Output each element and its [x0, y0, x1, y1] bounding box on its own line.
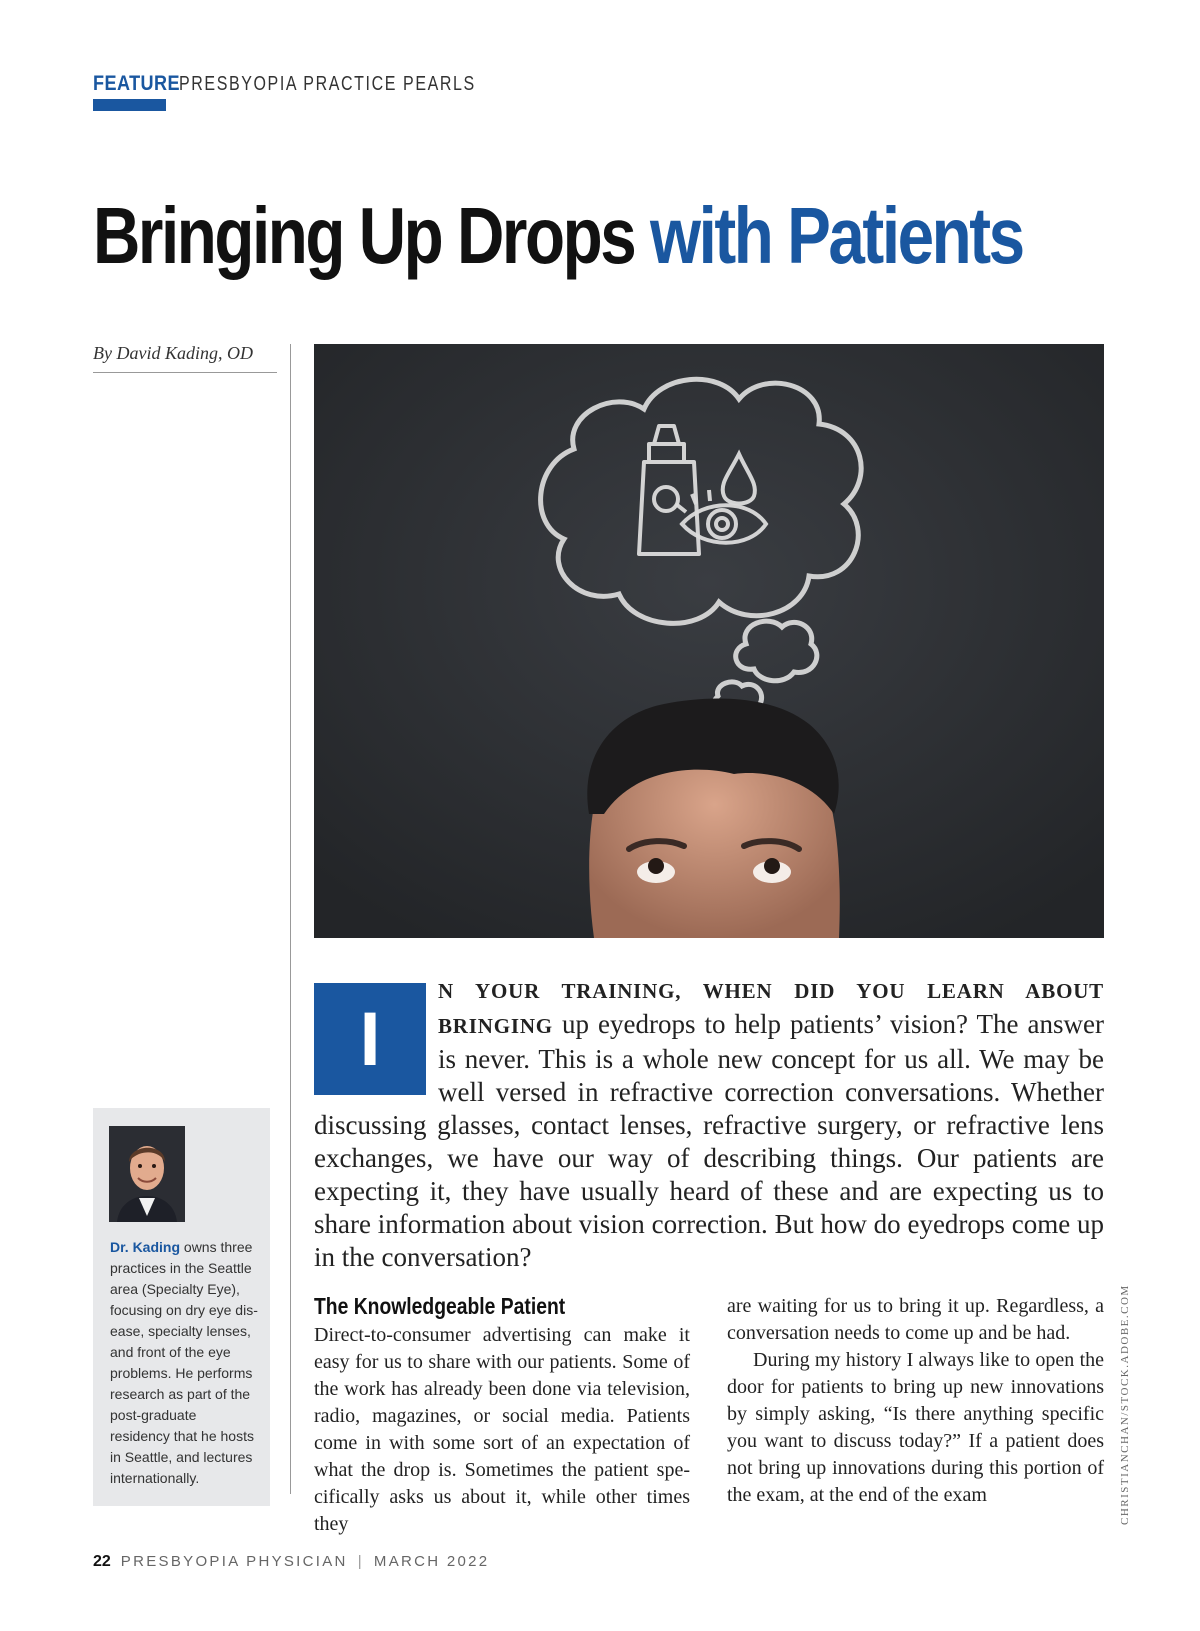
section-label: PRESBYOPIA PRACTICE PEARLS [179, 73, 476, 95]
drop-cap-spacer [314, 973, 438, 1093]
column-divider [290, 344, 291, 1494]
lede-text: up eyedrops to help patients’ vision? The answer is never. This is a whole new concept for us all. We may be well versed in refractive correction conversations. Whether discussing glasses, contact lenses, refractive surgery, or refractive lens exchanges, we have our way of describing things. Our patients are expecting it, they have usually heard of these and are expecting us to share information about vision correction. But how do eyedrops come up in the conversation? [314, 1009, 1104, 1272]
feature-label: FEATURE [93, 72, 180, 95]
body-paragraph: During my history I always like to open the door for patients to bring up new innovations by simply asking, “Is there anything specific you want to discuss today?” If a patient does not bring up innovations during this portion of the exam, at the end of the exam [727, 1349, 1104, 1506]
avatar [109, 1126, 185, 1222]
page-footer [93, 1553, 489, 1571]
man-head [587, 699, 839, 938]
photo-credit-text: CHRISTIANCHAN/STOCK.ADOBE.COM [1119, 1284, 1131, 1525]
page-number: 22 [93, 1553, 111, 1570]
title-part-1: Bringing Up Drops [93, 191, 635, 280]
issue-date: MARCH 2022 [373, 1553, 490, 1570]
footer-separator: | [357, 1553, 364, 1570]
title-part-2: with Patients [650, 191, 1023, 280]
lede-lead-in: N YOUR TRAINING, WHEN DID YOU LEARN ABOUT BRINGING [438, 979, 1104, 1038]
body-paragraph: are waiting for us to bring it up. Regardless, a conversation needs to come up and be had. [727, 1295, 1104, 1344]
bio-text [110, 1237, 260, 1489]
drop-cap: I [314, 983, 426, 1095]
author-bio-box [93, 1108, 270, 1506]
bio-description: owns three practices in the Seattle area (Specialty Eye), focusing on dry eye disease, specialty lenses, and front of the eye problems. He performs research as part of the post-graduate residency that he hosts in Seattle, and lectures internationally. [110, 1239, 258, 1486]
feature-underline-bar [93, 99, 166, 111]
article-title [93, 191, 1023, 280]
body-paragraph: Direct-to-consumer advertising can make it easy for us to share with our patients. Some of the work has already been done via television, radio, magazines, or social media. Patients come in with some sort of an expectation of what the drop is. Sometimes the patient specifically asks us about it, while other times they [314, 1324, 690, 1535]
section-header [93, 72, 550, 96]
body-column-2 [727, 1293, 1104, 1509]
author-photo [109, 1126, 185, 1222]
lede-paragraph [314, 973, 1104, 1274]
byline: By David Kading, OD [93, 343, 277, 373]
publication-name: PRESBYOPIA PHYSICIAN [120, 1553, 348, 1570]
subhead: The Knowledgeable Patient [314, 1293, 566, 1319]
photo-credit [1119, 1285, 1133, 1525]
chalkboard-illustration [314, 344, 1104, 938]
bio-name: Dr. Kading [110, 1239, 181, 1255]
hero-image [314, 344, 1104, 938]
body-column-1 [314, 1293, 690, 1538]
